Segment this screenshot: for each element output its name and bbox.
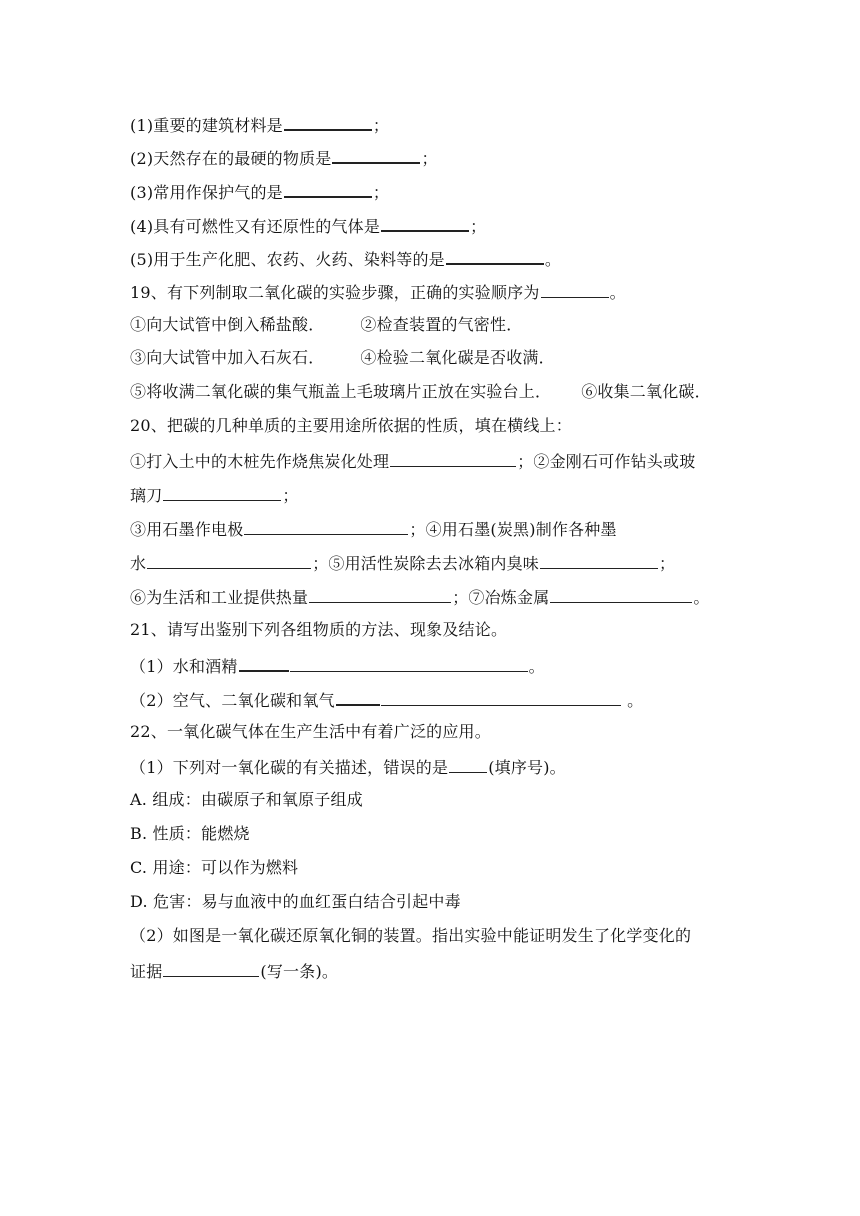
q20-item-7: ⑦冶炼金属: [468, 588, 550, 607]
q20-row-2: [130, 482, 740, 506]
q18-item-2-text: (2)天然存在的最硬的物质是: [130, 149, 332, 168]
q20-item-3: ③用石墨作电极: [130, 520, 244, 539]
punct: 。: [693, 588, 710, 607]
q19-step-1: ①向大试管中倒入稀盐酸．: [130, 315, 325, 334]
q21-blank-2a[interactable]: [336, 686, 380, 706]
q20-item-6: ⑥为生活和工业提供热量: [130, 588, 309, 607]
q20-blank-6[interactable]: [309, 584, 451, 603]
q19-stem-text: 19、有下列制取二氧化碳的实验步骤，正确的实验顺序为: [130, 283, 540, 302]
q19-steps-row-3: [130, 380, 740, 404]
q22-blank-2[interactable]: [163, 958, 259, 977]
punct: 。: [621, 691, 644, 710]
punct: ；: [470, 217, 487, 236]
punct: ；: [372, 116, 390, 135]
q20-item-4: ④用石墨(炭黑)制作各种墨: [425, 520, 617, 539]
q20-row-5: [130, 584, 740, 608]
q20-blank-5[interactable]: [540, 550, 658, 569]
q18-item-4-blank[interactable]: [381, 212, 469, 232]
q20-row-1: [130, 448, 740, 472]
q18-item-3: [130, 178, 740, 202]
q20-item-1: ①打入土中的木桩先作烧焦炭化处理: [130, 452, 390, 471]
q19-step-6: ⑥收集二氧化碳．: [581, 382, 711, 401]
q19-blank[interactable]: [541, 279, 609, 298]
q22-option-d-text: D. 危害：易与血液中的血红蛋白结合引起中毒: [130, 892, 461, 911]
q20-blank-2[interactable]: [163, 482, 281, 501]
q22-option-b: [130, 822, 740, 846]
q21-blank-1a[interactable]: [239, 652, 289, 672]
q22-stem: [130, 720, 740, 744]
q22-stem-text: 22、一氧化碳气体在生产生活中有着广泛的应用。: [130, 722, 491, 741]
q22-option-a-text: A. 组成：由碳原子和氧原子组成: [130, 790, 363, 809]
q20-row-3: [130, 516, 740, 540]
q22-part-2-text: （2）如图是一氧化碳还原氧化铜的装置。指出实验中能证明发生了化学变化的: [130, 926, 692, 945]
q22-part-2-cont: [130, 958, 740, 982]
q20-item-5: ⑤用活性炭除去去冰箱内臭味: [328, 554, 540, 573]
q19-step-5: ⑤将收满二氧化碳的集气瓶盖上毛玻璃片正放在实验台上．: [130, 382, 552, 401]
punct: ；: [409, 520, 426, 539]
q18-item-1-text: (1)重要的建筑材料是: [130, 116, 283, 135]
q20-blank-7[interactable]: [550, 584, 692, 603]
q19-step-2: ②检查装置的气密性．: [360, 315, 523, 334]
q22-option-c-text: C. 用途：可以作为燃料: [130, 858, 299, 877]
q21-stem-text: 21、请写出鉴别下列各组物质的方法、现象及结论。: [130, 620, 508, 639]
punct: ；: [372, 183, 390, 202]
q20-blank-1[interactable]: [390, 448, 516, 467]
q20-item-2: ②金刚石可作钻头或玻: [533, 452, 696, 471]
q22-part-2-cont-text: 证据: [130, 962, 163, 981]
punct: 。: [609, 283, 626, 302]
punct: ；: [421, 149, 438, 168]
q20-item-2-cont: 璃刀: [130, 486, 163, 505]
q22-blank-1[interactable]: [449, 754, 487, 773]
q18-item-5-blank[interactable]: [446, 245, 544, 265]
q20-stem: [130, 414, 740, 438]
q18-item-3-blank[interactable]: [284, 178, 372, 198]
q22-option-d: [130, 890, 740, 914]
q19-steps-row-2: [130, 346, 740, 370]
punct: ；: [312, 554, 329, 573]
q20-item-4-cont: 水: [130, 554, 147, 573]
q19-step-4: ④检验二氧化碳是否收满．: [360, 348, 555, 367]
q21-part-2-text: （2）空气、二氧化碳和氧气: [130, 691, 335, 710]
punct: ；: [282, 486, 299, 505]
q21-part-1: [130, 652, 740, 676]
q21-stem: [130, 618, 740, 642]
q21-blank-1b[interactable]: [290, 653, 528, 672]
q20-blank-3[interactable]: [244, 516, 408, 535]
q21-part-1-text: （1）水和酒精: [130, 657, 238, 676]
q18-item-5: [130, 245, 740, 269]
q18-item-3-text: (3)常用作保护气的是: [130, 183, 283, 202]
q22-option-b-text: B. 性质：能燃烧: [130, 824, 250, 843]
q22-part-2-end: (写一条)。: [260, 962, 339, 981]
punct: ；: [659, 554, 676, 573]
punct: 。: [544, 250, 562, 269]
q18-item-5-text: (5)用于生产化肥、农药、火药、染料等的是: [130, 250, 445, 269]
q21-blank-2b[interactable]: [381, 687, 621, 706]
q18-item-2-blank[interactable]: [332, 144, 420, 164]
q19-step-3: ③向大试管中加入石灰石．: [130, 348, 325, 367]
q18-item-4-text: (4)具有可燃性又有还原性的气体是: [130, 217, 381, 236]
q20-stem-text: 20、把碳的几种单质的主要用途所依据的性质，填在横线上：: [130, 416, 572, 435]
q18-item-2: [130, 144, 740, 168]
punct: ；: [517, 452, 534, 471]
q22-option-c: [130, 856, 740, 880]
punct: ；: [452, 588, 469, 607]
q19-steps-row-1: [130, 313, 740, 337]
q21-part-2: [130, 686, 740, 710]
q18-item-1: [130, 111, 740, 135]
q18-item-4: [130, 212, 740, 236]
q20-row-4: [130, 550, 740, 574]
q22-part-2: [130, 924, 740, 948]
q20-blank-4[interactable]: [147, 550, 311, 569]
punct: 。: [528, 657, 545, 676]
q19-stem: [130, 279, 740, 303]
q22-part-1-end: (填序号)。: [488, 758, 566, 777]
q22-option-a: [130, 788, 740, 812]
q18-item-1-blank[interactable]: [284, 111, 372, 131]
q22-part-1: [130, 754, 740, 778]
q22-part-1-text: （1）下列对一氧化碳的有关描述，错误的是: [130, 758, 449, 777]
